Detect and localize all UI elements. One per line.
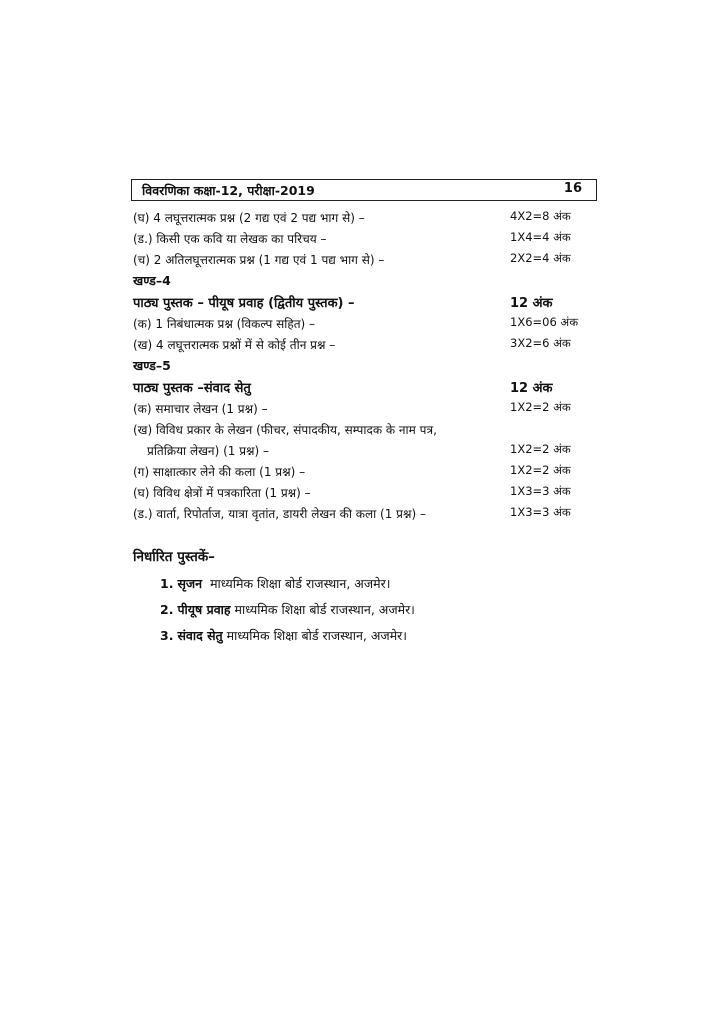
book-number: 2. xyxy=(160,602,174,617)
list-item xyxy=(133,251,593,271)
list-item xyxy=(133,421,593,441)
prescribed-books-title: निर्धारित पुस्तकें– xyxy=(133,549,215,565)
book-name: संवाद सेतु xyxy=(177,628,223,643)
question-text: (घ) 4 लघूत्तरात्मक प्रश्न (2 गद्य एवं 2 पद्य भाग से) – xyxy=(133,211,365,225)
question-text: (ग) साक्षात्कार लेने की कला (1 प्रश्न) – xyxy=(133,465,306,479)
question-marks: 2X2=4 अंक xyxy=(510,251,571,265)
question-text: (च) 2 अतिलघूत्तरात्मक प्रश्न (1 गद्य एवं 1 पद्य भाग से) – xyxy=(133,253,385,267)
header-title: विवरणिका कक्षा-12, परीक्षा-2019 xyxy=(142,183,315,198)
page-number: 16 xyxy=(563,181,582,196)
list-item xyxy=(133,400,593,420)
book-publisher: माध्यमिक शिक्षा बोर्ड राजस्थान, अजमेर। xyxy=(210,576,391,591)
question-text: (ख) विविध प्रकार के लेखन (फीचर, संपादकीय, सम्पादक के नाम पत्र, xyxy=(133,423,437,437)
book-number: 1. xyxy=(160,576,174,591)
list-item xyxy=(133,442,593,462)
section-4-heading: खण्ड–4 xyxy=(133,273,171,288)
list-item xyxy=(133,463,593,483)
section-5-heading: खण्ड–5 xyxy=(133,358,171,373)
prescribed-book-item xyxy=(160,627,407,644)
book-publisher: माध्यमिक शिक्षा बोर्ड राजस्थान, अजमेर। xyxy=(234,602,415,617)
question-marks: 1X6=06 अंक xyxy=(510,315,579,329)
question-marks: 1X2=2 अंक xyxy=(510,442,571,456)
prescribed-book-item xyxy=(160,601,415,618)
question-text: (ड.) वार्ता, रिपोर्ताज, यात्रा वृतांत, डायरी लेखन की कला (1 प्रश्न) – xyxy=(133,507,426,521)
question-marks: 1X2=2 अंक xyxy=(510,463,571,477)
question-marks: 1X4=4 अंक xyxy=(510,230,571,244)
question-marks: 1X3=3 अंक xyxy=(510,484,571,498)
list-item xyxy=(133,336,593,356)
list-item xyxy=(133,230,593,250)
question-marks: 3X2=6 अंक xyxy=(510,336,571,350)
book-name: पीयूष प्रवाह xyxy=(177,602,231,617)
book-title-text: पाठ्य पुस्तक –संवाद सेतु xyxy=(133,381,251,396)
question-text: (ड.) किसी एक कवि या लेखक का परिचय – xyxy=(133,232,327,246)
question-text: (ख) 4 लघूत्तरात्मक प्रश्नों में से कोई तीन प्रश्न – xyxy=(133,338,336,352)
prescribed-book-item xyxy=(160,575,390,592)
question-text: प्रतिक्रिया लेखन) (1 प्रश्न) – xyxy=(147,444,270,458)
book-title-text: पाठ्य पुस्तक – पीयूष प्रवाह (द्वितीय पुस्तक) – xyxy=(133,296,355,311)
question-marks: 1X2=2 अंक xyxy=(510,400,571,414)
book-total-marks: 12 अंक xyxy=(510,296,553,311)
question-text: (घ) विविध क्षेत्रों में पत्रकारिता (1 प्रश्न) – xyxy=(133,486,311,500)
question-text: (क) समाचार लेखन (1 प्रश्न) – xyxy=(133,402,268,416)
book-number: 3. xyxy=(160,628,174,643)
question-marks: 4X2=8 अंक xyxy=(510,209,571,223)
question-text: (क) 1 निबंधात्मक प्रश्न (विकल्प सहित) – xyxy=(133,317,316,331)
book-publisher: माध्यमिक शिक्षा बोर्ड राजस्थान, अजमेर। xyxy=(226,628,408,643)
book-total-marks: 12 अंक xyxy=(510,381,553,396)
list-item xyxy=(133,315,593,335)
question-marks: 1X3=3 अंक xyxy=(510,505,571,519)
section-4-book-title xyxy=(133,293,593,311)
list-item xyxy=(133,484,593,504)
page-header xyxy=(131,179,597,201)
section-5-book-title xyxy=(133,378,593,396)
book-name: सृजन xyxy=(177,576,203,591)
list-item xyxy=(133,209,593,229)
list-item xyxy=(133,505,593,525)
